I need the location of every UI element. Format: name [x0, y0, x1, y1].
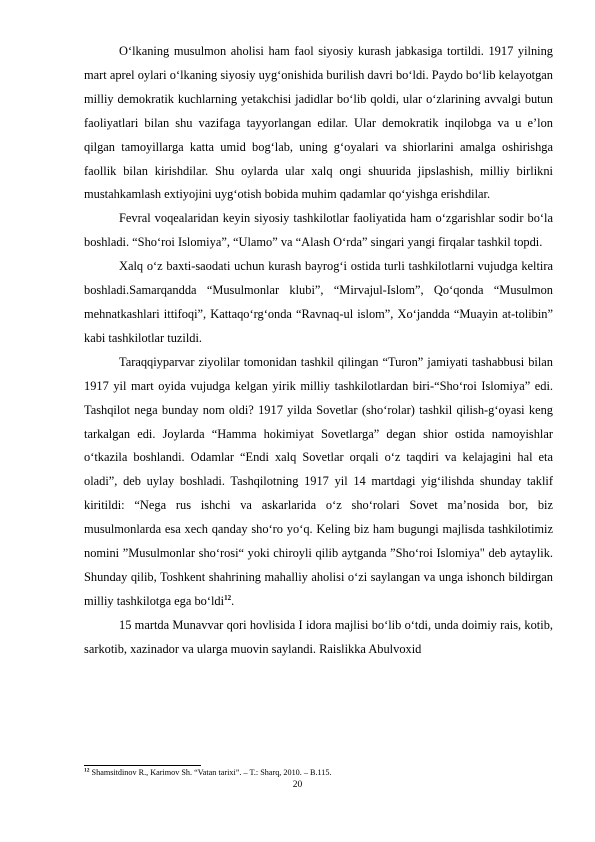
footnote-reference[interactable]: 12	[224, 593, 232, 602]
footnote-marker: 12	[84, 767, 90, 774]
paragraph-3: Xalq o‘z baxti-saodati uchun kurash bayrog‘i ostida turli tashkilotlarni vujudga keltira boshladi.Samarqandda “Musulmonlar klubi”, “Mirvajul-Islom”, Qo‘qonda “Musulmon mehnatkashlari ittifoqi”, Kattaqo‘rg‘onda “Ravnaq-ul islom”, Xo‘jandda “Muayin at-tolibin” kabi tashkilotlar tuzildi.	[84, 259, 553, 345]
footnote-divider	[84, 765, 201, 766]
paragraph-2: Fevral voqealaridan keyin siyosiy tashkilotlar faoliyatida ham o‘zgarishlar sodir bo‘la boshladi. “Sho‘roi Islomiya”, “Ulamo” va “Alash O‘rda” singari yangi firqalar tashkil topdi.	[84, 211, 553, 250]
paragraph-4: Taraqqiyparvar ziyolilar tomonidan tashkil qilingan “Turon” jamiyati tashabbusi bilan 1917 yil mart oyida vujudga kelgan yirik milliy tashkilotlardan biri-“Sho‘roi Islomiya” edi. Tashqilot nega bunday nom oldi? 1917 yilda Sovetlar (sho‘rolar) tashkil qilish-g‘oyasi keng tarkalgan edi. Joylarda “Hamma hokimiyat Sovetlarga” degan shior ostida namoyishlar o‘tkazila boshlandi. Odamlar “Endi xalq Sovetlar orqali o‘z taqdiri va kelajagini hal eta oladi”, deb uylay boshladi. Tashqilotning 1917 yil 14 martdagi yig‘ilishda shunday taklif kiritildi: “Nega rus ishchi va askarlarida o‘z sho‘rolari Sovet ma’nosida bor, biz musulmonlarda esa xech qanday sho‘ro yo‘q. Keling biz ham bugungi majlisda tashkilotimiz nomini ”Musulmonlar sho‘rosi“ yoki chiroyli qilib aytganda ”Sho‘roi Islomiya" deb aytaylik. Shunday qilib, Toshkent shahrining mahalliy aholisi o‘zi saylangan va unga ishonch bildirgan milliy tashkilotga ega bo‘ldi$^{12}$.	[84, 354, 553, 608]
paragraph-5: 15 martda Munavvar qori hovlisida I idora majlisi bo‘lib o‘tdi, unda doimiy rais, kotib, sarkotib, xazinador va ularga muovin saylandi. Raislikka Abulvoxid	[84, 617, 553, 656]
paragraph-4-text: Taraqqiyparvar ziyolilar tomonidan tashkil qilingan “Turon” jamiyati tashabbusi bilan 1917 yil mart oyida vujudga kelgan yirik milliy tashkilotlardan biri-“Sho‘roi Islomiya” edi. Tashqilot nega bunday nom oldi? 1917 yilda Sovetlar (sho‘rolar) tashkil qilish-g‘oyasi keng tarkalgan edi. Joylarda “Hamma hokimiyat Sovetlarga” degan shior ostida namoyishlar o‘tkazila boshlandi. Odamlar “Endi xalq Sovetlar orqali o‘z taqdiri va kelajagini hal eta oladi”, deb uylay boshladi. Tashqilotning 1917 yil 14 martdagi yig‘ilishda shunday taklif kiritildi: “Nega rus ishchi va askarlarida o‘z sho‘rolari Sovet ma’nosida bor, biz musulmonlarda esa xech qanday sho‘ro yo‘q. Keling biz ham bugungi majlisda tashkilotimiz nomini ”Musulmonlar sho‘rosi“ yoki chiroyli qilib aytganda ”Sho‘roi Islomiya" deb aytaylik. Shunday qilib, Toshkent shahrining mahalliy aholisi o‘zi saylangan va unga ishonch bildirgan milliy tashkilotga ega bo‘ldi	[84, 354, 553, 608]
footnote-text: Shamsitdinov R., Karimov Sh. “Vatan tarixi”. – T.: Sharq, 2010. – B.115.	[89, 768, 332, 777]
footnote	[84, 767, 553, 778]
page-number: 20	[292, 780, 303, 790]
paragraph-1: O‘lkaning musulmon aholisi ham faol siyosiy kurash jabkasiga tortildi. 1917 yilning mart aprel oylari o‘lkaning siyosiy uyg‘onishida burilish davri bo‘ldi. Paydo bo‘lib kelayotgan milliy demokratik kuchlarning yetakchisi jadidlar bo‘lib qoldi, ular o‘zlarining avvalgi butun faoliyatlari bilan shu vazifaga tayyorlangan edilar. Ular demokratik inqilobga va u e’lon qilgan tamoyillarga katta umid bog‘lab, uning g‘oyalari va shiorlarini amalga oshirishga faollik bilan kirishdilar. Shu oylarda ular xalq ongi shuurida jipslashish, milliy birlikni mustahkamlash extiyojini uyg‘otish bobida muhim qadamlar qo‘yishga erishdilar.	[84, 44, 553, 202]
body-text	[84, 40, 553, 662]
